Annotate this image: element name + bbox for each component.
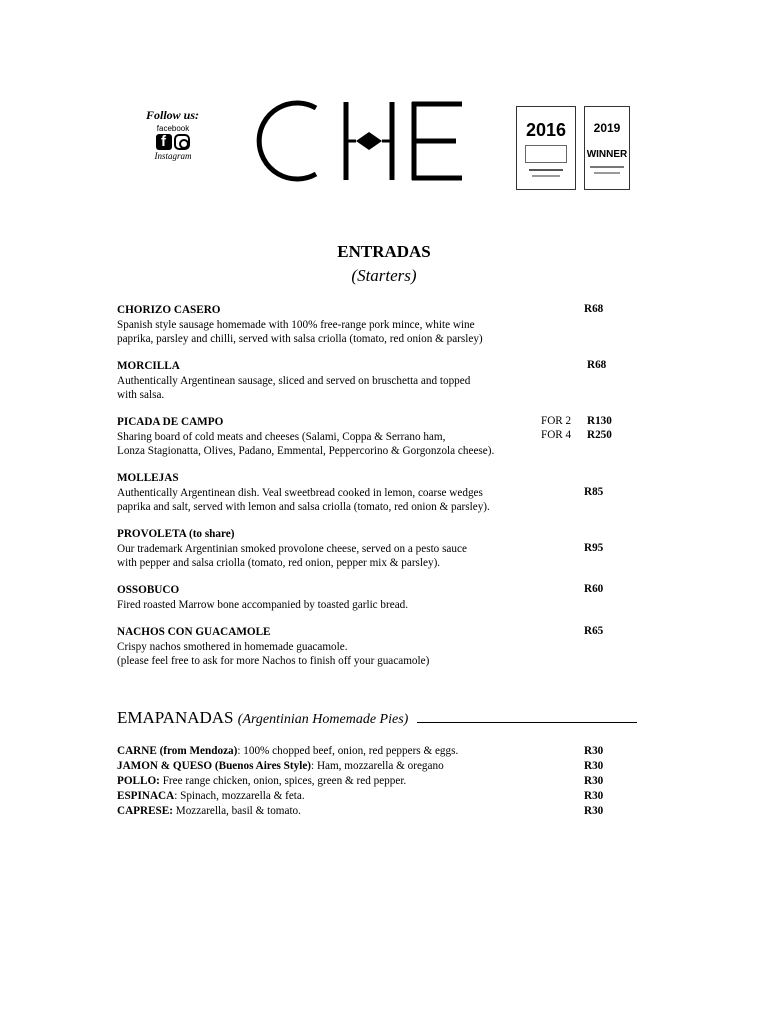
empanada-desc: 100% chopped beef, onion, red peppers & eggs. — [240, 745, 459, 757]
menu-item-desc: Authentically Argentinean dish. Veal sweetbread cooked in lemon, coarse wedges — [117, 486, 483, 499]
award-badge-2016 — [516, 106, 576, 190]
empanada-name: CARNE (from Mendoza) — [117, 745, 238, 757]
empanada-desc: Free range chicken, onion, spices, green & red pepper. — [159, 775, 407, 787]
menu-item-desc: with salsa. — [117, 389, 165, 401]
empanada-price: R30 — [584, 775, 604, 787]
empanada-name: POLLO: — [117, 775, 160, 787]
menu-item-name: MOLLEJAS — [117, 472, 179, 484]
menu-item-desc: Lonza Stagionatta, Olives, Padano, Emmental, Peppercorino & Gorgonzola cheese). — [117, 445, 495, 457]
empanada-desc: Ham, mozzarella & oregano — [314, 760, 444, 772]
empanadas-title: EMAPANADAS — [117, 708, 234, 727]
menu-item-desc: (please feel free to ask for more Nachos to finish off your guacamole) — [117, 655, 430, 667]
menu-item — [117, 303, 637, 347]
menu-item-name: PROVOLETA (to share) — [117, 528, 235, 540]
empanada-sep: : — [311, 760, 315, 772]
empanada-price: R30 — [584, 745, 604, 757]
empanada-desc: Mozzarella, basil & tomato. — [172, 805, 301, 817]
empanada-name: JAMON & QUESO (Buenos Aires Style) — [117, 760, 312, 772]
menu-item-price: R65 — [584, 625, 604, 637]
list-item — [117, 759, 617, 774]
section-title-empanadas: EMAPANADAS (Argentinian Homemade Pies) — [117, 708, 637, 728]
follow-us-label: Follow us: — [146, 108, 200, 122]
list-item — [117, 774, 617, 789]
empanada-name: CAPRESE: — [117, 805, 173, 817]
facebook-icon[interactable] — [156, 134, 172, 150]
title-underline — [417, 708, 637, 723]
menu-item-name: PICADA DE CAMPO — [117, 416, 224, 428]
empanada-sep: : — [237, 745, 241, 757]
menu-item-desc: Spanish style sausage homemade with 100% free-range pork mince, white wine — [117, 318, 475, 331]
empanadas-subtitle: Argentinian Homemade Pies — [242, 712, 404, 727]
empanada-price: R30 — [584, 790, 604, 802]
list-item — [117, 744, 617, 759]
menu-item-desc: Authentically Argentinean sausage, sliced and served on bruschetta and topped — [117, 374, 471, 387]
portion-label: FOR 4 — [541, 429, 572, 441]
instagram-icon[interactable] — [174, 134, 190, 150]
menu-item — [117, 583, 637, 612]
menu-item — [117, 471, 637, 515]
menu-item-price: R60 — [584, 583, 604, 595]
menu-item-price: R68 — [587, 359, 607, 371]
menu-item-price: R68 — [584, 303, 604, 315]
section-title-entradas: ENTRADAS — [337, 242, 431, 261]
menu-item-price: R130 — [587, 415, 612, 427]
section-subtitle-starters: (Starters) — [351, 266, 417, 285]
empanada-name: ESPINACA — [117, 790, 175, 802]
menu-item-price: R250 — [587, 429, 612, 441]
menu-item — [117, 359, 637, 403]
menu-item-desc: Crispy nachos smothered in homemade guacamole. — [117, 640, 348, 653]
menu-item-price: R85 — [584, 486, 604, 498]
menu-item-desc: with pepper and salsa criolla (tomato, red onion, pepper mix & parsley). — [117, 557, 441, 569]
facebook-label: facebook — [156, 124, 190, 133]
menu-item-name: CHORIZO CASERO — [117, 304, 221, 316]
list-item — [117, 804, 617, 819]
list-item — [117, 789, 617, 804]
che-logo — [256, 96, 466, 186]
empanada-price: R30 — [584, 760, 604, 772]
menu-item — [117, 625, 637, 669]
menu-item-name: MORCILLA — [117, 360, 180, 372]
empanada-sep: : — [174, 790, 178, 802]
menu-item-desc: Fired roasted Marrow bone accompanied by toasted garlic bread. — [117, 598, 409, 611]
menu-item-name: NACHOS CON GUACAMOLE — [117, 626, 271, 638]
social-links — [148, 124, 198, 161]
empanada-price: R30 — [584, 805, 604, 817]
award-badge-2019 — [584, 106, 630, 190]
menu-item-desc: Our trademark Argentinian smoked provolone cheese, served on a pesto sauce — [117, 542, 467, 555]
badge-year: 2016 — [525, 120, 567, 140]
badge-winner: WINNER — [586, 149, 628, 160]
menu-item-desc: paprika and salt, served with lemon and salsa criolla (tomato, red onion & parsley). — [117, 501, 490, 513]
menu-item — [117, 527, 637, 571]
portion-label: FOR 2 — [541, 415, 572, 427]
badge-year: 2019 — [593, 121, 621, 135]
menu-item-price: R95 — [584, 542, 604, 554]
instagram-label: Instagram — [154, 151, 192, 161]
empanada-desc: Spinach, mozzarella & feta. — [177, 790, 305, 802]
menu-item-desc: Sharing board of cold meats and cheeses (Salami, Coppa & Serrano ham, — [117, 430, 446, 443]
menu-item-desc: paprika, parsley and chilli, served with salsa criolla (tomato, red onion & parsley) — [117, 333, 483, 345]
menu-item-name: OSSOBUCO — [117, 584, 180, 596]
